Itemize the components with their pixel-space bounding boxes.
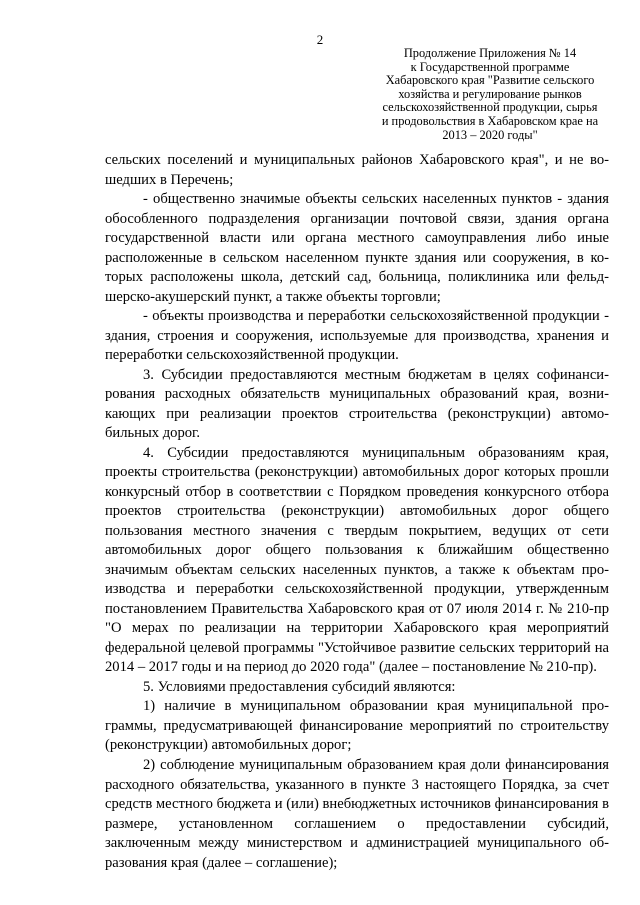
- paragraph-public-objects: - общественно значимые объекты сельских населенных пунктов - здания обособленного подразделения организации почтовой связи, здания органа государственной власти или органа местного самоуправления либо иные расположенные в сельском населенном пункте здания или сооружения, в которых расположены школа, детский сад, больница, поликлиника или фельдшерско-акушерский пункт, а также объекты торговли;: [105, 191, 609, 305]
- appendix-header-line: 2013 – 2020 годы": [442, 127, 538, 142]
- paragraph-item-5: 5. Условиями предоставления субсидий являются:: [143, 678, 456, 695]
- paragraph-condition-1: 1) наличие в муниципальном образовании края муниципальной программы, предусматривающей финансирование мероприятий по строительству (реконструкции) автомобильных дорог;: [105, 698, 609, 754]
- appendix-header: [374, 47, 606, 142]
- paragraph-production-objects: - объекты производства и переработки сельскохозяйственной продукции - здания, строения и сооружения, используемые для производства, хранения и переработки сельскохозяйственной продукции.: [105, 308, 609, 364]
- paragraph-item-4: 4. Субсидии предоставляются муниципальным образованиям края, проекты строительства (реконструкции) автомобильных дорог которых прошли конкурсный отбор в соответствии с Порядком проведения конкурсного отбора проектов строительства (реконструкции) автомобильных дорог общего пользования местного значения с твердым покрытием, ведущих от сети автомобильных дорог общего пользования к ближайшим общественно значимым объектам сельских населенных пунктов, а также к объектам производства и переработки сельскохозяйственной продукции, утвержденным постановлением Правительства Хабаровского края от 07 июля 2014 г. № 210-пр "О мерах по реализации на территории Хабаровского края мероприятий федеральной целевой программы "Устойчивое развитие сельских территорий на 2014 – 2017 годы и на период до 2020 года" (далее – постановление № 210-пр).: [105, 444, 609, 676]
- page-number: 2: [316, 32, 324, 47]
- appendix-header-line: к Государственной программе: [410, 59, 570, 74]
- paragraph-item-3: 3. Субсидии предоставляются местным бюджетам в целях софинансирования расходных обязательств муниципальных образований края, возникающих при реализации проектов строительства (реконструкции) автомобильных дорог.: [105, 366, 609, 442]
- paragraph-continuation: сельских поселений и муниципальных районов Хабаровского края", и не вошедших в Перечень;: [105, 152, 609, 188]
- appendix-header-line: Хабаровского края "Развитие сельского: [385, 73, 595, 88]
- document-body: [105, 151, 609, 873]
- appendix-header-line: Продолжение Приложения № 14: [403, 46, 577, 60]
- appendix-header-line: сельскохозяйственной продукции, сырья: [382, 100, 598, 115]
- paragraph-condition-2: 2) соблюдение муниципальным образованием края доли финансирования расходного обязательства, указанного в пункте 3 настоящего Порядка, за счет средств местного бюджета и (или) внебюджетных источников финансирования в размере, установленном соглашением о предоставлении субсидий, заключенным между министерством и администрацией муниципального образования края (далее – соглашение);: [105, 756, 609, 871]
- appendix-header-line: хозяйства и регулирование рынков: [398, 86, 582, 101]
- appendix-header-line: и продовольствия в Хабаровском крае на: [381, 113, 599, 128]
